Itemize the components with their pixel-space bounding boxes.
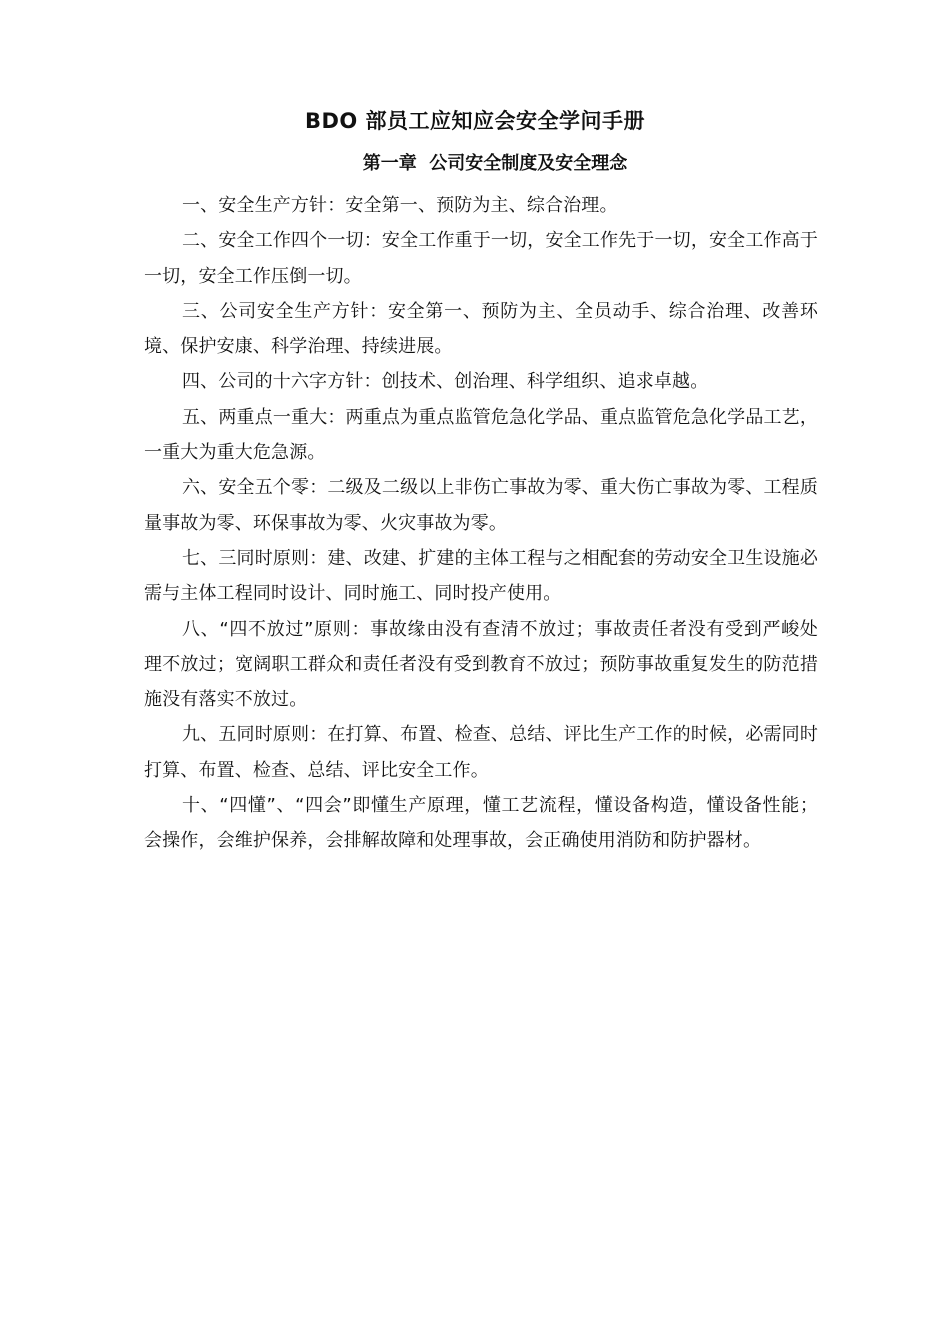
document-title: BDO 部员工应知应会安全学问手册 — [304, 109, 646, 133]
paragraph-7: 七、三同时原则：建、改建、扩建的主体工程与之相配套的劳动安全卫生设施必需与主体工程同时设计、同时施工、同时投产使用。 — [144, 547, 818, 605]
paragraph-10: 十、“四懂”、“四会”即懂生产原理，懂工艺流程，懂设备构造，懂设备性能；会操作，会维护保养，会排解故障和处理事故，会正确使用消防和防护器材。 — [144, 795, 818, 852]
chapter-title: 第一章 公司安全制度及安全理念 — [362, 153, 628, 174]
paragraph-9: 九、五同时原则：在打算、布置、检查、总结、评比生产工作的时候，必需同时打算、布置、检查、总结、评比安全工作。 — [144, 724, 818, 781]
paragraph-8: 八、“四不放过”原则：事故缘由没有查清不放过；事故责任者没有受到严峻处理不放过；宽阔职工群众和责任者没有受到教育不放过；预防事故重复发生的防范措施没有落实不放过。 — [144, 618, 818, 711]
paragraph-4: 四、公司的十六字方针：创技术、创治理、科学组织、追求卓越。 — [182, 371, 709, 393]
paragraph-3: 三、公司安全生产方针：安全第一、预防为主、全员动手、综合治理、改善环境、保护安康、科学治理、持续进展。 — [144, 300, 818, 358]
paragraph-6: 六、安全五个零：二级及二级以上非伤亡事故为零、重大伤亡事故为零、工程质量事故为零、环保事故为零、火灾事故为零。 — [144, 477, 818, 534]
document-body — [144, 188, 818, 859]
paragraph-2: 二、安全工作四个一切：安全工作重于一切，安全工作先于一切，安全工作高于一切，安全工作压倒一切。 — [144, 230, 818, 287]
paragraph-1: 一、安全生产方针：安全第一、预防为主、综合治理。 — [182, 195, 618, 216]
paragraph-5: 五、两重点一重大：两重点为重点监管危急化学品、重点监管危急化学品工艺，一重大为重大危急源。 — [144, 406, 818, 464]
